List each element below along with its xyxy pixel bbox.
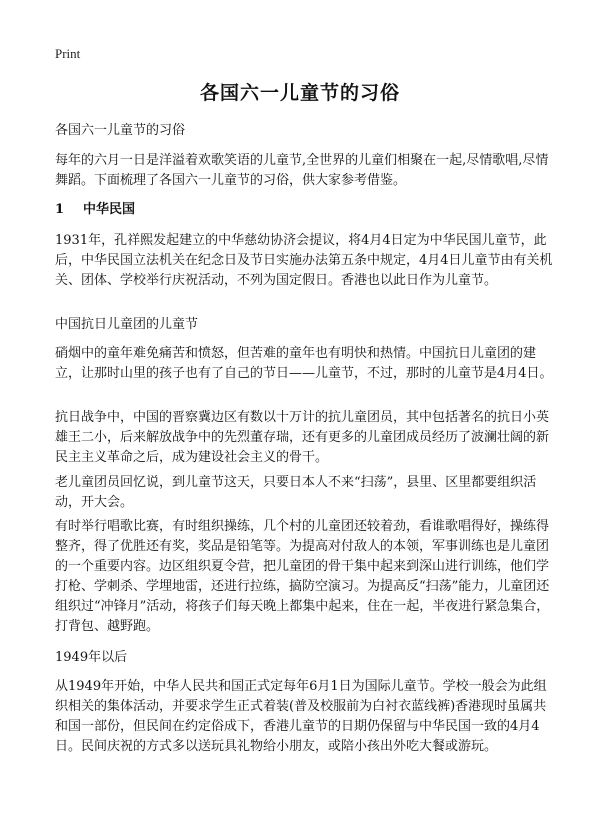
paragraph-war: 抗日战争中，中国的晋察冀边区有数以十万计的抗儿童团员，其中包括著名的抗日小英雄王二小，后来解放战争中的先烈董存瑞，还有更多的儿童团成员经历了波澜壮阔的新民主主义革命之后，成为建设社会主义的骨干。 (55, 410, 550, 465)
subheading-after-1949: 1949年以后 (55, 650, 128, 665)
paragraph-childhood: 硝烟中的童年难免痛苦和愤怒，但苦难的童年也有明快和热情。中国抗日儿童团的建立，让那时山里的孩子也有了自己的节日——儿童节，不过，那时的儿童节是4月4日。 (55, 346, 553, 381)
paragraph-1931: 1931年，孔祥熙发起建立的中华慈幼协济会提议，将4月4日定为中华民国儿童节，此后，中华民国立法机关在纪念日及节日实施办法第五条中规定，4月4日儿童节由有关机关、团体、学校举行庆祝活动，不列为国定假日。香港也以此日作为儿童节。 (55, 233, 553, 288)
subheading-anti-japanese-children: 中国抗日儿童团的儿童节 (55, 317, 199, 332)
section-heading (55, 200, 555, 220)
page-title: 各国六一儿童节的习俗 (199, 82, 400, 104)
paragraph-activities: 有时举行唱歌比赛，有时组织操练，几个村的儿童团还较着劲，看谁歌唱得好，操练得整齐，得了优胜还有奖，奖品是铅笔等。为提高对付敌人的本领，军事训练也是儿童团的一个重要内容。边区组织夏令营，把儿童团的骨干集中起来到深山进行训练，他们学打枪、学刺杀、学埋地雷，还进行拉练，搞防空演习。为提高反“扫荡”能力，儿童团还组织过“冲锋月”活动，将孩子们每天晚上都集中起来，住在一起，半夜进行紧急集合，打背包、越野跑。 (55, 519, 550, 634)
section-title: 中华民国 (83, 202, 136, 217)
intro-paragraph: 每年的六月一日是洋溢着欢歌笑语的儿童节,全世界的儿童们相聚在一起,尽情歌唱,尽情舞蹈。下面梳理了各国六一儿童节的习俗，供大家参考借鉴。 (55, 153, 549, 188)
paragraph-memory: 老儿童团员回忆说，到儿童节这天，只要日本人不来“扫荡”，县里、区里都要组织活动，开大会。 (55, 475, 537, 510)
section-number: 1 (55, 202, 65, 217)
print-link[interactable]: Print (55, 46, 81, 61)
paragraph-1949: 从1949年开始，中华人民共和国正式定每年6月1日为国际儿童节。学校一般会为此组织相关的集体活动，并要求学生正式着装(普及校服前为白衬衣蓝线裤)香港现时虽属共和国一部份，但民间在约定俗成下，香港儿童节的日期仍保留与中华民国一致的4月4日。民间庆祝的方式多以送玩具礼物给小朋友，或陪小孩出外吃大餐或游玩。 (55, 679, 547, 754)
article-subtitle: 各国六一儿童节的习俗 (55, 123, 186, 138)
